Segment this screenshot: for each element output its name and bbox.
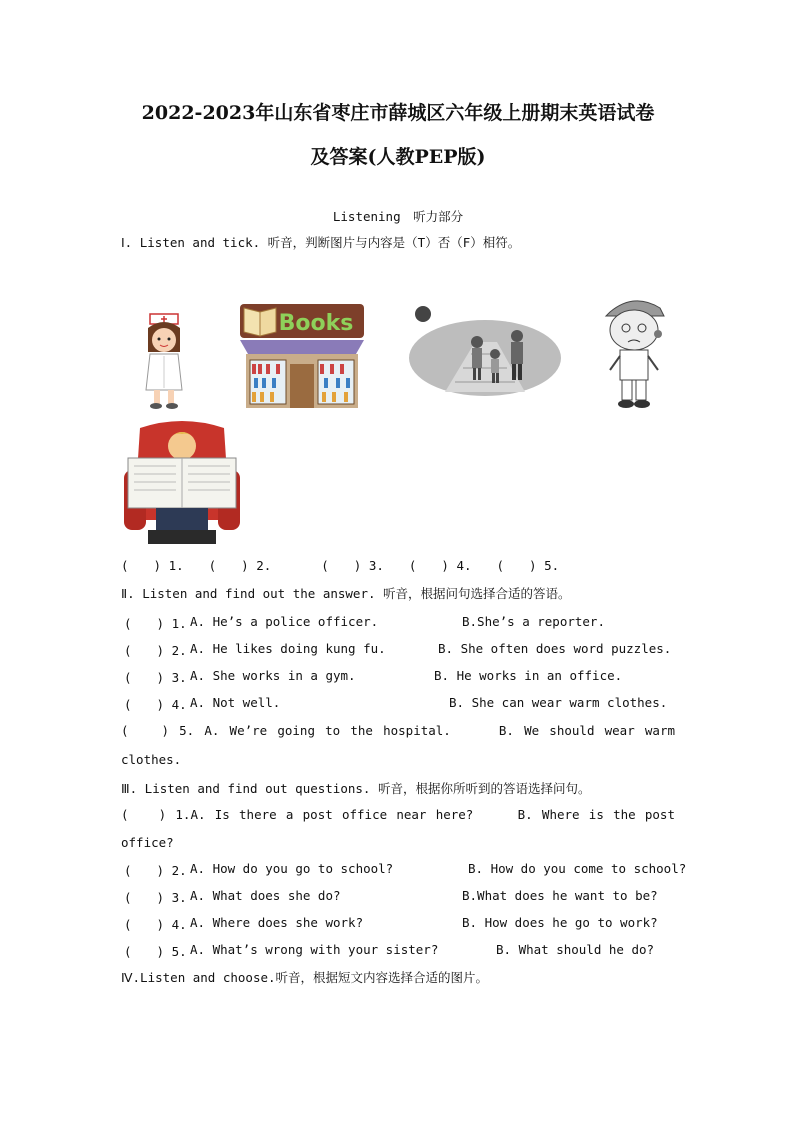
section4-heading: Ⅳ.Listen and choose.听音，根据短文内容选择合适的图片。	[121, 970, 489, 985]
nurse-icon	[138, 312, 190, 410]
s2-q2-num: ( ) 2.	[124, 643, 187, 658]
s3-q1-line1: ( ) 1.A. Is there a post office near here? B. Where is the post	[121, 807, 675, 822]
section1-heading: Ⅰ. Listen and tick. 听音，判断图片与内容是（T）否（F）相符。	[121, 235, 521, 250]
s2-q4-option-b: B. She can wear warm clothes.	[449, 695, 668, 710]
listening-heading: Listening 听力部分	[332, 209, 464, 224]
s3-q3-option-a: A. What does she do?	[190, 888, 341, 903]
s3-q3-option-b: B.What does he want to be?	[462, 888, 658, 903]
family-walking-icon	[405, 302, 561, 398]
s3-q1-line2: office?	[121, 835, 174, 850]
s2-q4-num: ( ) 4.	[124, 697, 187, 712]
s2-q3-num: ( ) 3.	[124, 670, 187, 685]
s3-q5-option-b: B. What should he do?	[496, 942, 655, 957]
man-reading-newspaper-icon	[120, 420, 244, 548]
s2-q1-num: ( ) 1.	[124, 616, 187, 631]
s2-q5-line1: ( ) 5. A. We’re going to the hospital. B. We should wear warm	[121, 723, 675, 738]
section1-answer-row: ( ) 1. ( ) 2. ( ) 3. ( ) 4. ( ) 5.	[121, 558, 560, 573]
sick-boy-icon	[600, 290, 670, 410]
s2-q4-option-a: A. Not well.	[190, 695, 281, 710]
s2-q2-option-a: A. He likes doing kung fu.	[190, 641, 386, 656]
page-subtitle: 及答案(人教PEP版)	[310, 146, 486, 168]
s3-q5-num: ( ) 5.	[124, 944, 187, 959]
s2-q3-option-b: B. He works in an office.	[434, 668, 623, 683]
bookstore-icon	[240, 302, 364, 410]
bookstore-sign: Books	[278, 311, 354, 336]
s3-q3-num: ( ) 3.	[124, 890, 187, 905]
s3-q4-option-b: B. How does he go to work?	[462, 915, 658, 930]
section2-heading: Ⅱ. Listen and find out the answer. 听音，根据问句选择合适的答语。	[121, 586, 571, 601]
s3-q2-option-b: B. How do you come to school?	[468, 861, 687, 876]
s3-q5-option-a: A. What’s wrong with your sister?	[190, 942, 439, 957]
s3-q4-option-a: A. Where does she work?	[190, 915, 364, 930]
s2-q3-option-a: A. She works in a gym.	[190, 668, 356, 683]
section3-heading: Ⅲ. Listen and find out questions. 听音，根据你所听到的答语选择问句。	[121, 781, 591, 796]
s3-q2-num: ( ) 2.	[124, 863, 187, 878]
s3-q4-num: ( ) 4.	[124, 917, 187, 932]
s2-q1-option-a: A. He’s a police officer.	[190, 614, 379, 629]
s2-q2-option-b: B. She often does word puzzles.	[438, 641, 672, 656]
s2-q1-option-b: B.She’s a reporter.	[462, 614, 605, 629]
s3-q2-option-a: A. How do you go to school?	[190, 861, 394, 876]
page-title: 2022-2023年山东省枣庄市薛城区六年级上册期末英语试卷	[141, 102, 655, 124]
s2-q5-line2: clothes.	[121, 752, 182, 767]
